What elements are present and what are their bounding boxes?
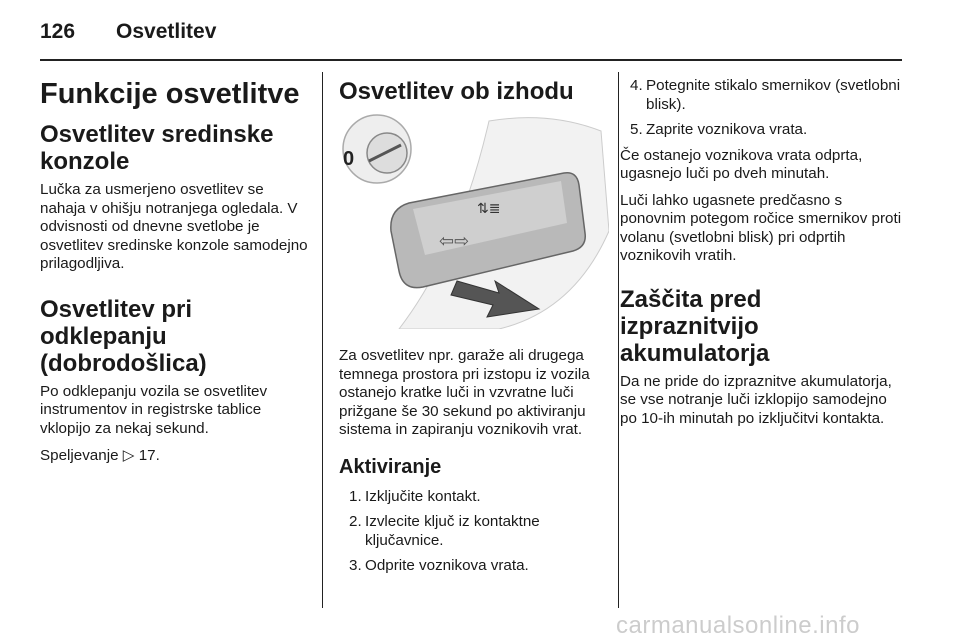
list-item: 2. Izvlecite ključ iz kontaktne ključavnice. bbox=[349, 513, 540, 549]
ref-arrow-icon: ▷ bbox=[122, 446, 135, 464]
turn-signal-lever-illustration bbox=[339, 111, 609, 329]
chapter-title: Funkcije osvetlitve bbox=[40, 78, 300, 110]
activation-steps-continued bbox=[620, 77, 905, 140]
ref-text: Speljevanje bbox=[40, 447, 119, 464]
console-light-text: Lučka za usmerjeno osvetlitev se nahaja v ohišju notranjega ogledala. V odvisnosti od dnevne svetlobe je osvetlitev sredinske konzole samodejno prilagodljiva. bbox=[40, 181, 308, 272]
battery-text: Da ne pride do izpraznitve akumulatorja, se vse notranje luči izklopijo samodejno po 10-ih minutah po izključitvi kontakta. bbox=[620, 372, 892, 427]
header-rule bbox=[40, 59, 902, 61]
section-heading-welcome-light: Osvetlitev pri odklepanju (dobrodošlica) bbox=[40, 295, 207, 377]
door-open-text: Če ostanejo voznikova vrata odprta, ugasnejo luči po dveh minutah. bbox=[620, 146, 863, 182]
ref-page: 17. bbox=[138, 447, 160, 464]
svg-text:0: 0 bbox=[343, 148, 355, 170]
activation-heading: Aktiviranje bbox=[339, 455, 442, 478]
svg-text:⇦⇨: ⇦⇨ bbox=[439, 231, 470, 252]
page-header bbox=[40, 20, 217, 44]
column-middle bbox=[339, 78, 607, 583]
section-heading-exit-light: Osvetlitev ob izhodu bbox=[339, 78, 574, 105]
list-item: 1. Izključite kontakt. bbox=[349, 487, 481, 505]
section-heading-battery: Zaščita pred izpraznitvijo akumulatorja bbox=[620, 285, 770, 367]
list-item: 4. Potegnite stikalo smernikov (svetlobni blisk). bbox=[630, 77, 901, 113]
column-divider-2 bbox=[618, 72, 619, 608]
svg-text:⇅≣: ⇅≣ bbox=[477, 201, 501, 217]
section-title: Osvetlitev bbox=[116, 20, 217, 43]
column-divider-1 bbox=[322, 72, 323, 608]
exit-light-text: Za osvetlitev npr. garaže ali drugega temnega prostora pri izstopu iz vozila ostanejo kratke luči in vzvratne luči prižgane še 30 sekund po aktiviranju sistema in zapiranju voznikovih vrat. bbox=[339, 347, 590, 438]
activation-steps bbox=[339, 488, 607, 576]
page-number: 126 bbox=[40, 20, 76, 43]
column-left bbox=[40, 78, 308, 474]
watermark: carmanualsonline.info bbox=[616, 612, 860, 639]
section-heading-console-light: Osvetlitev sredinske konzole bbox=[40, 121, 274, 175]
list-item: 5. Zaprite voznikova vrata. bbox=[630, 121, 808, 138]
welcome-light-text: Po odklepanju vozila se osvetlitev instrumentov in registrske tablice vklopijo za nekaj sekund. bbox=[40, 382, 268, 437]
column-right bbox=[620, 77, 905, 436]
list-item: 3. Odprite voznikova vrata. bbox=[349, 557, 529, 574]
early-off-text: Luči lahko ugasnete predčasno s ponovnim potegom ročice smernikov proti volanu (svetlobni blisk) pri odprtih voznikovih vratih. bbox=[620, 191, 902, 264]
cross-reference[interactable] bbox=[40, 446, 308, 466]
